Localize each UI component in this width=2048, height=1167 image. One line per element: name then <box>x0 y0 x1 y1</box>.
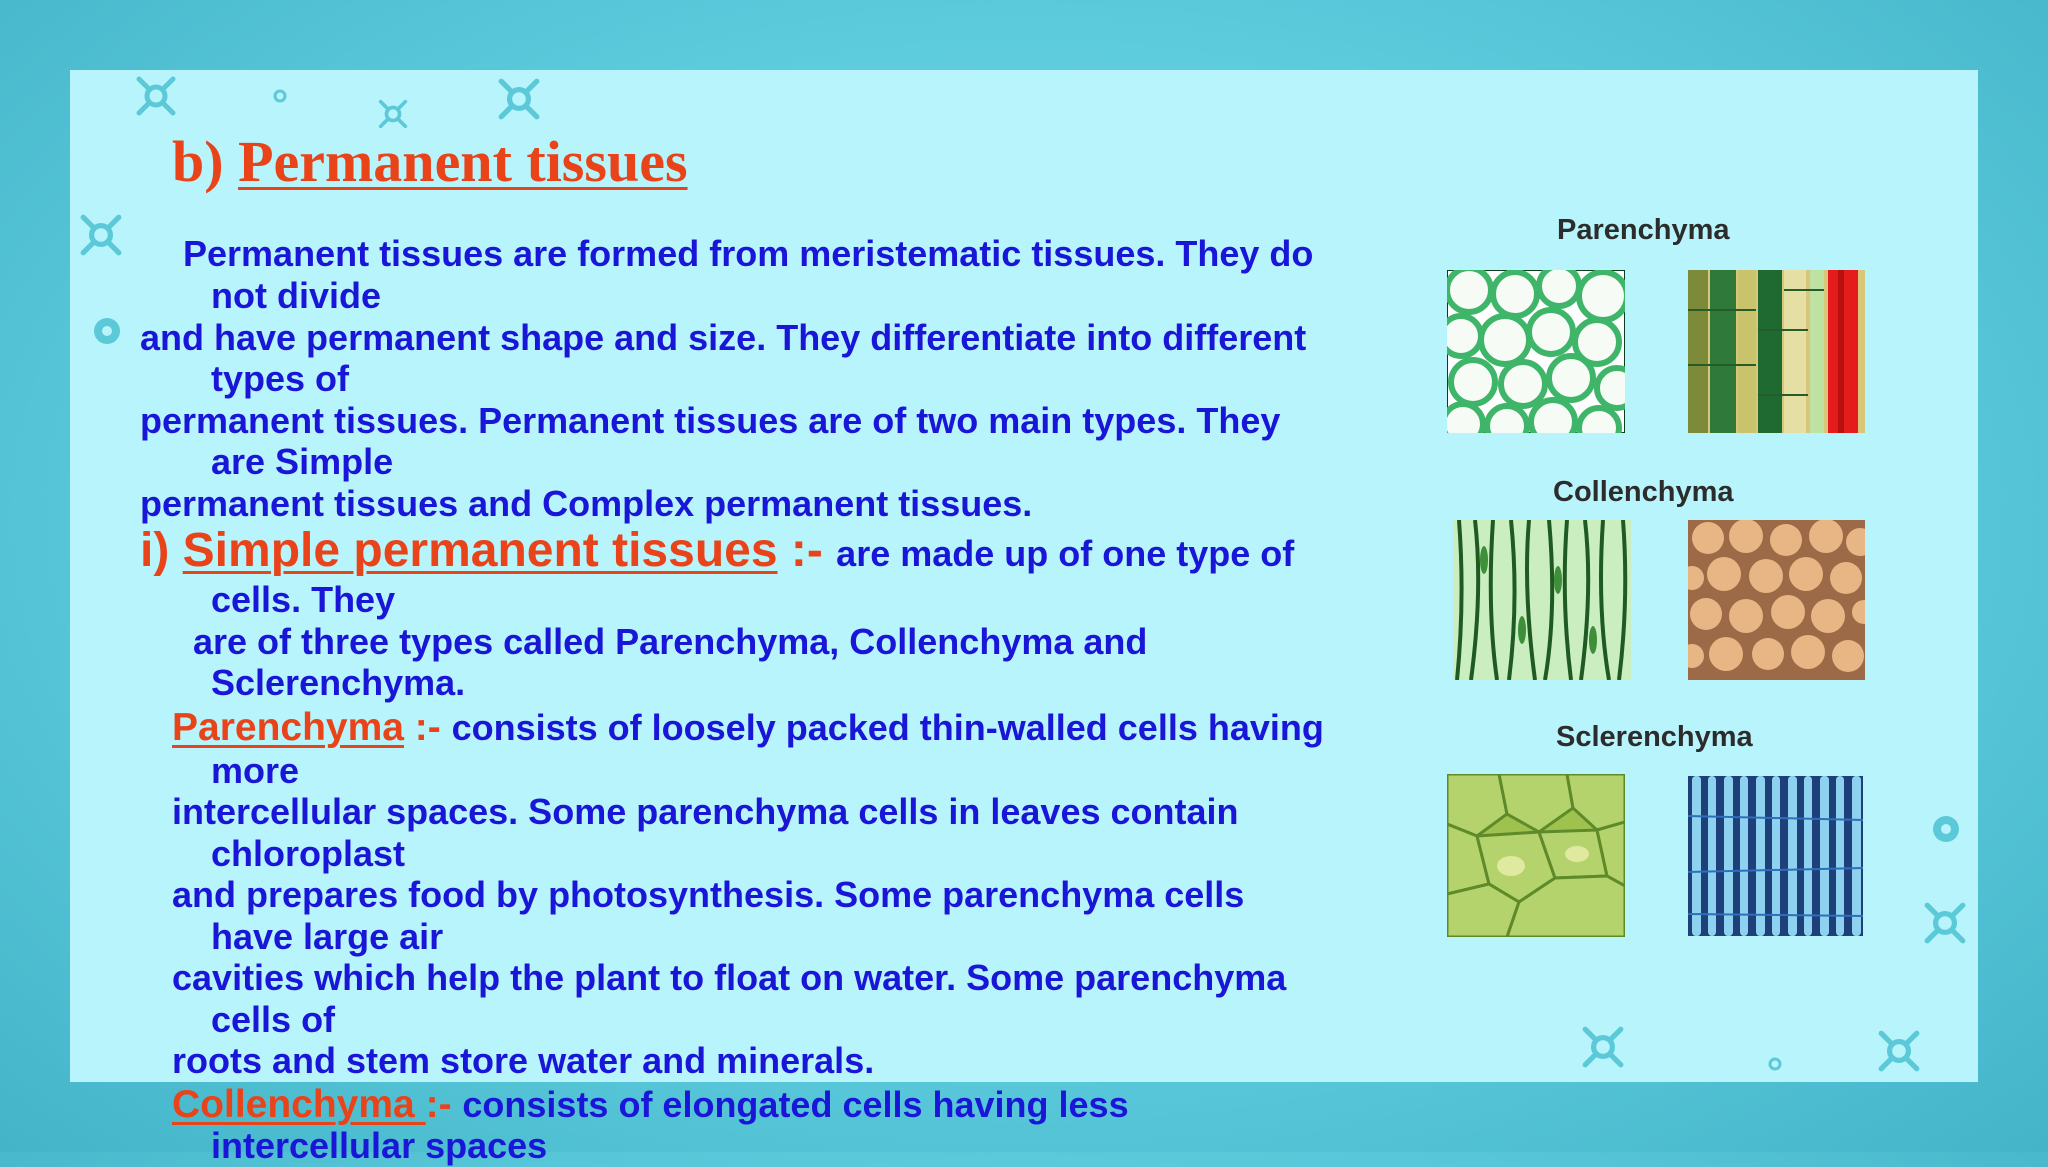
intro-line: permanent tissues. Permanent tissues are of two main types. They <box>140 400 1281 441</box>
title-text: Permanent tissues <box>238 129 688 194</box>
parenchyma-line: have large air <box>211 916 444 957</box>
simple-prefix: i) <box>140 524 183 577</box>
intro-line: Permanent tissues are formed from meristematic tissues. They do <box>183 233 1314 274</box>
intro-line: types of <box>211 358 350 399</box>
title-prefix: b) <box>172 129 239 194</box>
parenchyma-line: more <box>211 750 300 791</box>
parenchyma-line: cavities which help the plant to float on water. Some parenchyma <box>172 957 1287 998</box>
collenchyma-cross-section-image <box>1688 520 1865 680</box>
dot-icon <box>1767 1056 1783 1072</box>
intro-line: are Simple <box>211 441 394 482</box>
cross-ring-icon <box>78 212 124 258</box>
cross-ring-icon <box>1580 1024 1626 1070</box>
simple-line: Sclerenchyma. <box>211 662 466 703</box>
intro-line: not divide <box>211 275 381 316</box>
ring-dot-icon <box>90 314 124 348</box>
cross-ring-icon <box>1922 900 1968 946</box>
cross-ring-icon <box>377 98 409 130</box>
collenchyma-definition: consists of elongated cells having less <box>462 1084 1129 1125</box>
parenchyma-heading-line <box>172 704 1324 752</box>
page-title <box>172 128 688 195</box>
cross-ring-icon <box>1876 1028 1922 1074</box>
collenchyma-term: Collenchyma <box>172 1083 426 1126</box>
caption-collenchyma: Collenchyma <box>1553 476 1734 508</box>
dot-icon <box>272 88 288 104</box>
simple-line: are of three types called Parenchyma, Collenchyma and <box>193 621 1148 662</box>
sclerenchyma-cross-section-image <box>1447 774 1625 937</box>
collenchyma-separator: :- <box>425 1083 463 1126</box>
collenchyma-heading-line <box>172 1080 1129 1130</box>
cross-ring-icon <box>134 74 178 118</box>
parenchyma-line: roots and stem store water and minerals. <box>172 1040 875 1081</box>
simple-separator: :- <box>777 524 837 577</box>
parenchyma-line: intercellular spaces. Some parenchyma cells in leaves contain <box>172 791 1239 832</box>
simple-term: Simple permanent tissues <box>182 524 778 577</box>
parenchyma-line: chloroplast <box>211 833 406 874</box>
collenchyma-longitudinal-image <box>1453 520 1631 680</box>
caption-sclerenchyma: Sclerenchyma <box>1556 721 1753 753</box>
parenchyma-line: cells of <box>211 999 336 1040</box>
parenchyma-separator: :- <box>403 706 452 749</box>
parenchyma-term: Parenchyma <box>172 706 404 749</box>
intro-line: and have permanent shape and size. They differentiate into different <box>140 317 1307 358</box>
simple-definition: are made up of one type of <box>836 533 1295 574</box>
cross-ring-icon <box>496 76 542 122</box>
caption-parenchyma: Parenchyma <box>1557 214 1730 246</box>
collenchyma-line: intercellular spaces <box>211 1125 548 1166</box>
ring-dot-icon <box>1929 812 1963 846</box>
simple-line: cells. They <box>211 579 396 620</box>
parenchyma-cross-section-image <box>1447 270 1625 433</box>
sclerenchyma-longitudinal-image <box>1688 776 1863 936</box>
parenchyma-longitudinal-image <box>1688 270 1865 433</box>
parenchyma-definition: consists of loosely packed thin-walled cells having <box>451 707 1324 748</box>
intro-line: permanent tissues and Complex permanent tissues. <box>140 483 1033 524</box>
simple-heading-line <box>140 522 1294 583</box>
parenchyma-line: and prepares food by photosynthesis. Some parenchyma cells <box>172 874 1245 915</box>
